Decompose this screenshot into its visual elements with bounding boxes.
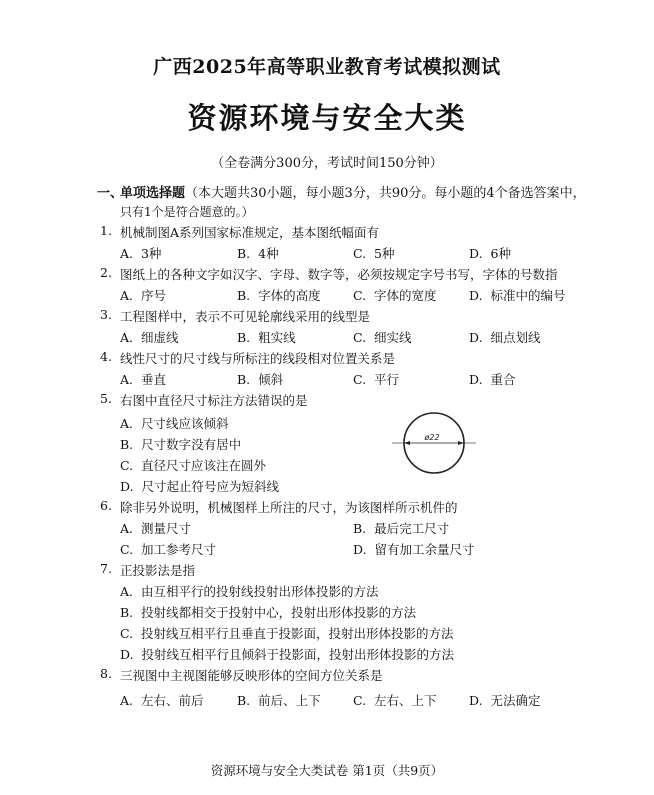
- option-a: [120, 244, 161, 262]
- option-d: [469, 370, 516, 388]
- option-letter: D.: [353, 542, 367, 557]
- question-text: 除非另外说明，机械图样上所注的尺寸，为该图样所示机件的: [120, 500, 458, 515]
- question-number: 2.: [100, 265, 112, 280]
- subject-title: 资源环境与安全大类: [187, 101, 467, 135]
- option-text: 平行: [374, 372, 400, 387]
- option-letter: D.: [469, 693, 483, 708]
- figure-arrow-right: [458, 441, 464, 445]
- option-d: [120, 477, 279, 495]
- question-text: 右图中直径尺寸标注方法错误的是: [120, 393, 308, 408]
- option-text: 投射线都相交于投射中心，投射出形体投影的方法: [141, 605, 417, 620]
- option-c: [120, 624, 454, 642]
- question-number: 6.: [100, 498, 112, 513]
- option-b: [237, 244, 279, 262]
- section-description: （本大题共30小题，每小题3分，共90分。每小题的4个备选答案中，: [185, 186, 586, 201]
- option-d: [469, 244, 511, 262]
- option-b: [120, 603, 416, 621]
- question-text: 图纸上的各种文字如汉字、字母、数字等，必须按规定字号书写，字体的号数指: [120, 267, 558, 282]
- option-letter: C.: [353, 246, 367, 261]
- option-c: [120, 540, 216, 558]
- option-b: [120, 435, 241, 453]
- option-b: [237, 370, 283, 388]
- option-text: 最后完工尺寸: [374, 521, 450, 536]
- option-text: 尺寸线应该倾斜: [140, 416, 229, 431]
- option-letter: A.: [120, 330, 134, 345]
- option-text: 左右、前后: [140, 693, 204, 708]
- option-a: [120, 519, 191, 537]
- option-text: 细点划线: [490, 330, 541, 345]
- option-c: [353, 244, 395, 262]
- option-letter: D.: [120, 647, 134, 662]
- option-c: [353, 328, 412, 346]
- option-letter: A.: [120, 693, 134, 708]
- option-text: 倾斜: [258, 372, 284, 387]
- option-a: [120, 691, 203, 709]
- option-letter: B.: [237, 372, 251, 387]
- option-b: [353, 519, 449, 537]
- option-letter: C.: [353, 288, 367, 303]
- option-letter: A.: [120, 372, 134, 387]
- option-text: 4种: [258, 246, 279, 261]
- exam-title: 广西2025年高等职业教育考试模拟测试: [153, 56, 501, 78]
- option-letter: A.: [120, 584, 134, 599]
- option-letter: B.: [237, 288, 251, 303]
- question-text: 线性尺寸的尺寸线与所标注的线段相对位置关系是: [120, 351, 396, 366]
- option-letter: C.: [120, 458, 134, 473]
- option-text: 由互相平行的投射线投射出形体投影的方法: [140, 584, 379, 599]
- question-number: 8.: [100, 666, 112, 681]
- option-text: 细实线: [374, 330, 412, 345]
- option-text: 加工参考尺寸: [141, 542, 217, 557]
- option-letter: D.: [120, 479, 134, 494]
- option-text: 测量尺寸: [140, 521, 191, 536]
- option-text: 直径尺寸应该注在圆外: [141, 458, 267, 473]
- figure-dimension-label: ø22: [424, 433, 440, 442]
- option-text: 左右、上下: [374, 693, 437, 708]
- option-text: 序号: [140, 288, 166, 303]
- option-a: [120, 286, 166, 304]
- question-text: 正投影法是指: [120, 563, 196, 578]
- section-title: 单项选择题: [120, 186, 186, 201]
- question-number: 1.: [100, 223, 112, 238]
- option-letter: B.: [237, 330, 251, 345]
- option-text: 细虚线: [140, 330, 179, 345]
- section-number: 一、: [97, 186, 124, 201]
- option-letter: B.: [237, 246, 251, 261]
- option-text: 粗实线: [258, 330, 296, 345]
- option-text: 6种: [490, 246, 511, 261]
- option-d: [469, 328, 541, 346]
- page-footer: 资源环境与安全大类试卷 第1页（共9页）: [210, 763, 444, 778]
- option-letter: C.: [353, 330, 367, 345]
- option-letter: C.: [353, 693, 367, 708]
- question-number: 3.: [100, 307, 112, 322]
- option-letter: B.: [237, 693, 251, 708]
- option-text: 尺寸起止符号应为短斜线: [141, 479, 280, 494]
- option-text: 5种: [374, 246, 395, 261]
- question-number: 7.: [100, 561, 112, 576]
- option-letter: A.: [120, 416, 134, 431]
- option-d: [353, 540, 475, 558]
- exam-note: （全卷满分300分，考试时间150分钟）: [211, 156, 443, 171]
- question-text: 工程图样中，表示不可见轮廓线采用的线型是: [120, 309, 371, 324]
- option-b: [237, 286, 321, 304]
- question-number: 5.: [100, 391, 112, 406]
- question-text: 三视图中主视图能够反映形体的空间方位关系是: [120, 668, 383, 683]
- option-text: 字体的高度: [258, 288, 321, 303]
- option-letter: D.: [469, 246, 483, 261]
- option-letter: B.: [353, 521, 367, 536]
- section-description-line2: 只有1个是符合题意的。）: [120, 205, 254, 219]
- question-number: 4.: [100, 349, 112, 364]
- option-c: [353, 370, 399, 388]
- option-a: [120, 328, 178, 346]
- option-letter: C.: [120, 542, 134, 557]
- question-text: 机械制图A系列国家标准规定，基本图纸幅面有: [120, 225, 380, 240]
- option-text: 字体的宽度: [374, 288, 437, 303]
- option-b: [237, 691, 321, 709]
- option-a: [120, 582, 378, 600]
- option-d: [469, 691, 541, 709]
- option-text: 标准中的编号: [490, 288, 566, 303]
- option-letter: A.: [120, 521, 134, 536]
- option-letter: D.: [469, 330, 483, 345]
- option-text: 垂直: [140, 372, 166, 387]
- option-text: 投射线互相平行且垂直于投影面，投射出形体投影的方法: [141, 626, 454, 641]
- option-text: 投射线互相平行且倾斜于投影面，投射出形体投影的方法: [141, 647, 455, 662]
- diameter-dimension-figure: [392, 405, 476, 481]
- option-text: 重合: [490, 372, 516, 387]
- option-letter: B.: [120, 605, 134, 620]
- option-c: [353, 286, 437, 304]
- option-a: [120, 414, 228, 432]
- option-letter: D.: [469, 288, 483, 303]
- option-d: [469, 286, 566, 304]
- option-b: [237, 328, 296, 346]
- option-letter: A.: [120, 288, 134, 303]
- option-letter: C.: [353, 372, 367, 387]
- option-a: [120, 370, 166, 388]
- section-header: [120, 182, 586, 201]
- option-text: 留有加工余量尺寸: [374, 542, 475, 557]
- option-text: 3种: [140, 246, 162, 261]
- option-c: [120, 456, 266, 474]
- option-text: 前后、上下: [258, 693, 321, 708]
- option-text: 无法确定: [490, 693, 541, 708]
- option-text: 尺寸数字没有居中: [141, 437, 242, 452]
- option-d: [120, 645, 454, 663]
- figure-arrow-left: [404, 441, 410, 445]
- option-letter: A.: [120, 246, 134, 261]
- option-letter: B.: [120, 437, 134, 452]
- option-letter: C.: [120, 626, 134, 641]
- option-letter: D.: [469, 372, 483, 387]
- option-c: [353, 691, 437, 709]
